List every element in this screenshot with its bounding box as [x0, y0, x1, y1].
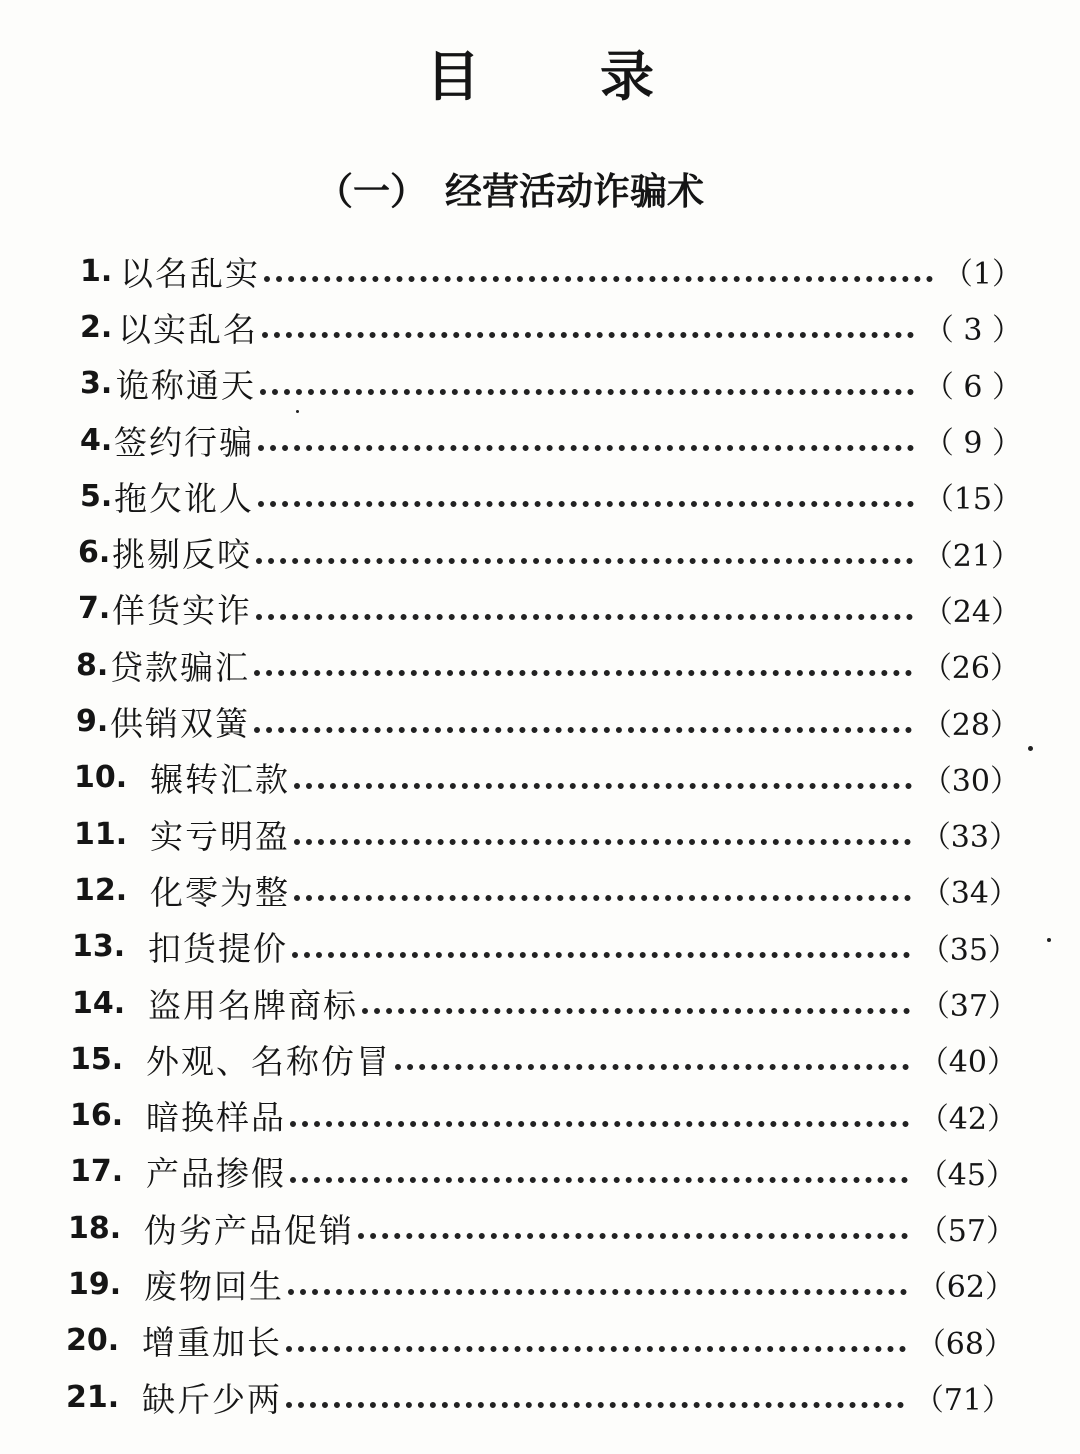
- toc-entry-title: 扣货提价: [148, 929, 288, 969]
- toc-entry-number: 11.: [74, 816, 128, 852]
- toc-entry[interactable]: [0, 750, 1080, 806]
- section-name: 经营活动诈骗术: [445, 170, 704, 213]
- toc-entry-title: 诡称通天: [116, 366, 256, 406]
- toc-entry-number: 1.: [80, 253, 113, 289]
- toc-entry-number: 18.: [68, 1210, 122, 1246]
- dot-leader: [286, 1346, 906, 1352]
- dot-leader: [290, 1121, 909, 1127]
- page-title-char-2: 录: [600, 45, 654, 108]
- toc-list: [0, 243, 1080, 1425]
- toc-entry[interactable]: [0, 806, 1080, 862]
- toc-entry-number: 15.: [70, 1041, 124, 1077]
- toc-entry-title: 辗转汇款: [150, 760, 290, 800]
- scan-speck: [1028, 746, 1033, 751]
- toc-entry-title: 盗用名牌商标: [148, 985, 358, 1025]
- toc-entry[interactable]: [0, 412, 1080, 468]
- toc-entry-number: 10.: [74, 760, 128, 796]
- toc-entry-title: 以实乱名: [118, 309, 258, 349]
- page-title: [0, 42, 1080, 112]
- toc-entry-page: （ 3 ）: [923, 313, 1022, 349]
- toc-entry-page: （ 6 ）: [923, 369, 1022, 405]
- toc-entry-number: 17.: [70, 1154, 124, 1190]
- toc-entry-number: 5.: [80, 478, 113, 514]
- toc-entry-title: 拖欠讹人: [114, 478, 254, 518]
- toc-entry-page: （28）: [921, 707, 1020, 743]
- toc-entry-number: 21.: [66, 1379, 120, 1415]
- toc-entry[interactable]: [0, 637, 1080, 693]
- toc-entry-page: （24）: [922, 594, 1021, 630]
- toc-entry-title: 贷款骗汇: [110, 647, 250, 687]
- toc-entry-page: （37）: [919, 989, 1018, 1024]
- toc-entry-title: 签约行骗: [114, 422, 254, 462]
- toc-entry-page: （68）: [915, 1326, 1014, 1362]
- dot-leader: [260, 389, 914, 395]
- toc-entry-number: 20.: [66, 1323, 120, 1359]
- dot-leader: [358, 1233, 908, 1239]
- toc-entry-number: 6.: [78, 535, 111, 571]
- toc-entry[interactable]: [0, 243, 1080, 299]
- toc-entry-title: 伪劣产品促销: [144, 1210, 354, 1250]
- dot-leader: [292, 952, 910, 958]
- toc-entry[interactable]: [0, 1144, 1080, 1200]
- page-title-char-1: 目: [426, 45, 480, 108]
- toc-entry-number: 9.: [76, 704, 109, 740]
- toc-entry[interactable]: [0, 919, 1080, 975]
- toc-entry-page: （33）: [920, 820, 1019, 856]
- toc-entry-title: 佯货实诈: [112, 591, 252, 631]
- toc-entry-page: （40）: [918, 1045, 1017, 1081]
- section-heading: [0, 162, 1020, 222]
- toc-entry-number: 7.: [78, 591, 111, 627]
- toc-entry-page: （1）: [942, 257, 1022, 293]
- toc-entry-number: 19.: [68, 1266, 122, 1302]
- toc-entry[interactable]: [0, 1200, 1080, 1256]
- toc-entry[interactable]: [0, 862, 1080, 918]
- toc-entry-page: （35）: [919, 932, 1018, 968]
- dot-leader: [395, 1064, 909, 1070]
- toc-entry[interactable]: [0, 975, 1080, 1031]
- dot-leader: [258, 501, 914, 507]
- toc-entry-title: 化零为整: [150, 872, 290, 912]
- scan-speck: [296, 410, 299, 413]
- dot-leader: [256, 614, 913, 620]
- toc-entry-page: （26）: [921, 651, 1020, 687]
- dot-leader: [294, 783, 912, 789]
- toc-entry-page: （30）: [921, 763, 1020, 799]
- toc-entry-title: 产品掺假: [146, 1154, 286, 1194]
- toc-entry[interactable]: [0, 1256, 1080, 1312]
- toc-entry-page: （45）: [917, 1157, 1016, 1193]
- toc-entry-page: （42）: [918, 1101, 1017, 1137]
- toc-entry[interactable]: [0, 1313, 1080, 1369]
- scan-speck: [1047, 938, 1051, 942]
- dot-leader: [258, 445, 914, 451]
- dot-leader: [362, 1008, 910, 1014]
- toc-entry-title: 实亏明盈: [150, 816, 290, 856]
- toc-entry-page: （62）: [916, 1270, 1015, 1306]
- toc-entry-page: （15）: [923, 482, 1022, 518]
- dot-leader: [286, 1402, 904, 1408]
- toc-entry[interactable]: [0, 1369, 1080, 1425]
- toc-entry-title: 外观、名称仿冒: [146, 1041, 391, 1081]
- dot-leader: [294, 895, 911, 901]
- dot-leader: [254, 727, 912, 733]
- dot-leader: [262, 332, 914, 338]
- toc-entry-title: 暗换样品: [146, 1098, 286, 1138]
- toc-entry[interactable]: [0, 693, 1080, 749]
- toc-entry-title: 废物回生: [144, 1266, 284, 1306]
- toc-entry-number: 4.: [80, 422, 113, 458]
- toc-entry-title: 缺斤少两: [142, 1379, 282, 1419]
- toc-entry-page: （57）: [917, 1214, 1016, 1250]
- toc-entry-page: （34）: [920, 876, 1019, 912]
- toc-entry-title: 挑剔反咬: [112, 535, 252, 575]
- toc-entry-page: （ 9 ）: [923, 426, 1022, 462]
- toc-entry[interactable]: [0, 1087, 1080, 1143]
- toc-entry[interactable]: [0, 356, 1080, 412]
- dot-leader: [290, 1177, 908, 1183]
- toc-entry-page: （21）: [922, 538, 1021, 574]
- dot-leader: [288, 1289, 907, 1295]
- toc-entry-number: 14.: [72, 985, 126, 1021]
- toc-entry[interactable]: [0, 1031, 1080, 1087]
- toc-entry-number: 2.: [80, 309, 113, 345]
- toc-entry[interactable]: [0, 299, 1080, 355]
- toc-entry-title: 增重加长: [142, 1323, 282, 1363]
- dot-leader: [294, 839, 911, 845]
- toc-entry[interactable]: [0, 581, 1080, 637]
- toc-entry[interactable]: [0, 468, 1080, 524]
- dot-leader: [256, 558, 913, 564]
- section-number: （一）: [316, 170, 427, 213]
- dot-leader: [254, 670, 912, 676]
- toc-entry-number: 3.: [80, 366, 113, 402]
- toc-entry-title: 以名乱实: [120, 253, 260, 293]
- toc-entry-title: 供销双簧: [110, 704, 250, 744]
- toc-entry-number: 13.: [72, 929, 126, 965]
- toc-entry-number: 12.: [74, 872, 128, 908]
- toc-entry-number: 8.: [76, 647, 109, 683]
- toc-entry[interactable]: [0, 524, 1080, 580]
- dot-leader: [264, 276, 933, 282]
- toc-entry-page: （71）: [913, 1383, 1012, 1419]
- toc-entry-number: 16.: [70, 1098, 124, 1134]
